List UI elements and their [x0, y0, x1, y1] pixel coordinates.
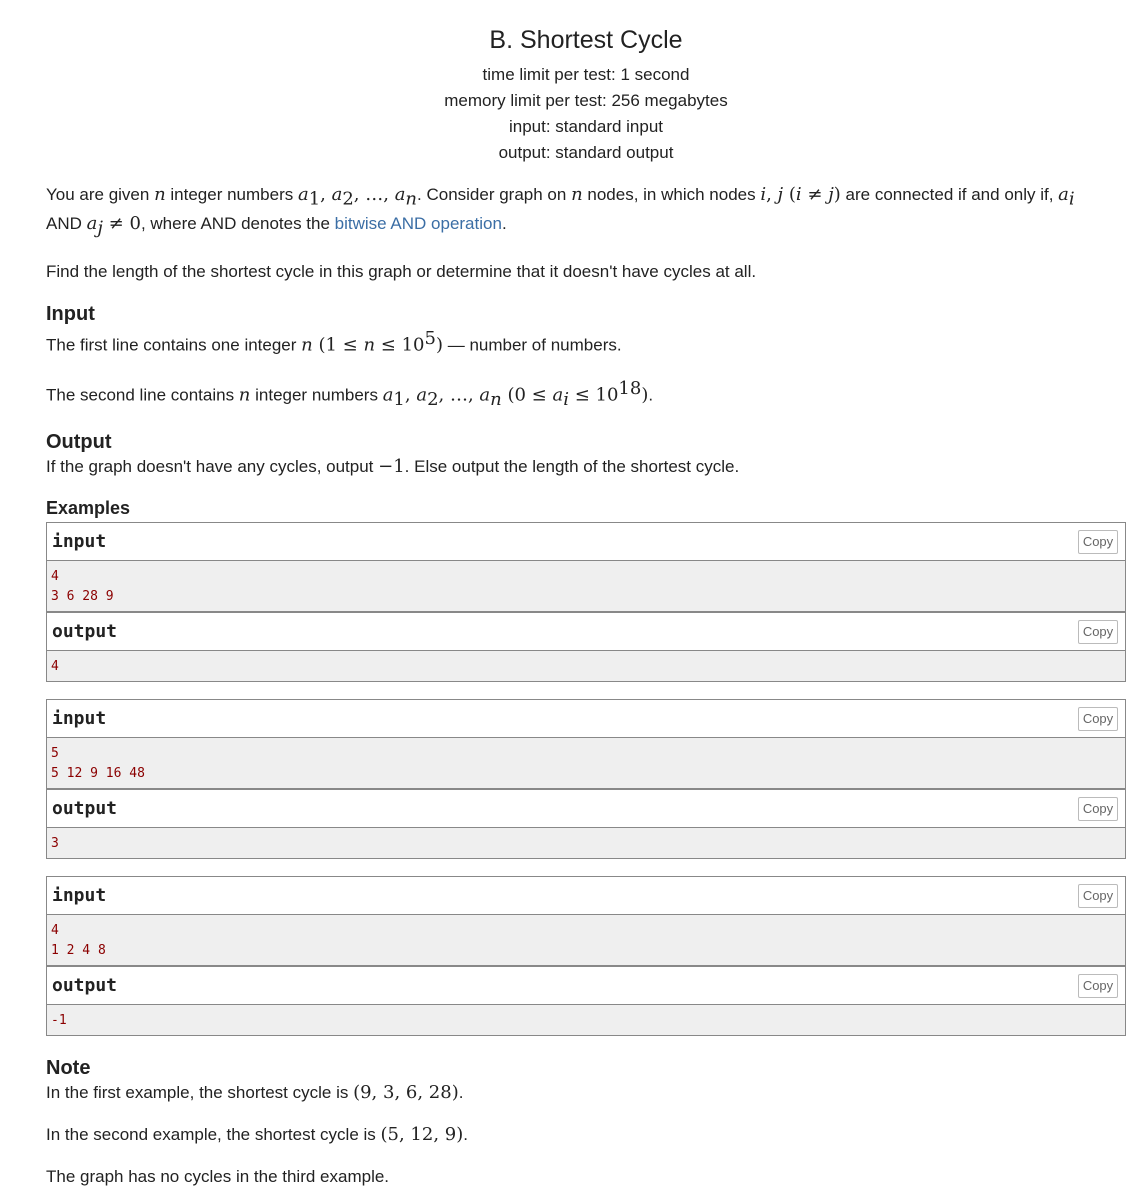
example-1	[46, 522, 1126, 682]
statement-paragraph-2: Find the length of the shortest cycle in this graph or determine that it doesn't have cycles at all.	[46, 261, 757, 281]
input-label: input	[52, 531, 107, 553]
output-line-1: If the graph doesn't have any cycles, output −1. Else output the length of the shortest cycle.	[46, 456, 740, 478]
examples-section	[46, 497, 1126, 1036]
note-line-2: In the second example, the shortest cycle is (5, 12, 9).	[46, 1124, 468, 1146]
time-limit: time limit per test: 1 second	[482, 65, 690, 84]
example-input-header	[47, 523, 1125, 561]
output-label: output	[52, 975, 118, 997]
bitwise-and-link[interactable]: bitwise AND operation	[334, 214, 502, 234]
example-output-content: 3	[47, 828, 1125, 858]
copy-output-button[interactable]: Copy	[1078, 620, 1118, 644]
example-input-header	[47, 700, 1125, 738]
examples-title: Examples	[46, 498, 131, 519]
example-output-content: -1	[47, 1005, 1125, 1035]
memory-limit: memory limit per test: 256 megabytes	[444, 91, 728, 110]
example-output-header	[47, 967, 1125, 1005]
note-title: Note	[46, 1057, 91, 1080]
input-specification	[46, 302, 1126, 413]
example-3	[46, 876, 1126, 1036]
example-input-content: 4 1 2 4 8	[47, 915, 1125, 967]
problem-statement	[46, 0, 1126, 1189]
example-input-content: 4 3 6 28 9	[47, 561, 1125, 613]
input-file: input: standard input	[508, 117, 664, 136]
output-label: output	[52, 798, 118, 820]
legend	[46, 182, 1126, 284]
note-line-3: The graph has no cycles in the third example.	[46, 1167, 390, 1187]
statement-paragraph-1: You are given n integer numbers $a_1$, $a_2$, …, $a_n$. Consider graph on n nodes, in which nodes i, j (i ≠ j) are connected if and only if, $a_i$ AND $a_j \ne 0$, where AND denotes the bitwise AND operation.	[46, 184, 1075, 239]
input-line-2: The second line contains n integer numbers $a_1$, $a_2$, …, $a_n$ $(0 \le a_i \le 10^{18})$.	[46, 378, 654, 411]
example-2	[46, 699, 1126, 859]
copy-input-button[interactable]: Copy	[1078, 884, 1118, 908]
problem-header	[46, 0, 1126, 166]
example-output-content: 4	[47, 651, 1125, 681]
output-label: output	[52, 621, 118, 643]
example-input-header	[47, 877, 1125, 915]
copy-input-button[interactable]: Copy	[1078, 530, 1118, 554]
input-title: Input	[46, 302, 95, 325]
note-line-1: In the first example, the shortest cycle is (9, 3, 6, 28).	[46, 1082, 464, 1104]
output-file: output: standard output	[498, 143, 674, 162]
input-line-1: The first line contains one integer n $(1 \le n \le 10^5)$ — number of numbers.	[46, 327, 622, 356]
output-specification	[46, 430, 1126, 479]
example-input-content: 5 5 12 9 16 48	[47, 738, 1125, 790]
output-title: Output	[46, 431, 112, 454]
copy-input-button[interactable]: Copy	[1078, 707, 1118, 731]
copy-output-button[interactable]: Copy	[1078, 974, 1118, 998]
input-label: input	[52, 885, 107, 907]
copy-output-button[interactable]: Copy	[1078, 797, 1118, 821]
example-output-header	[47, 613, 1125, 651]
example-output-header	[47, 790, 1125, 828]
note-section	[46, 1056, 1126, 1189]
input-label: input	[52, 708, 107, 730]
problem-title: B. Shortest Cycle	[489, 26, 683, 54]
